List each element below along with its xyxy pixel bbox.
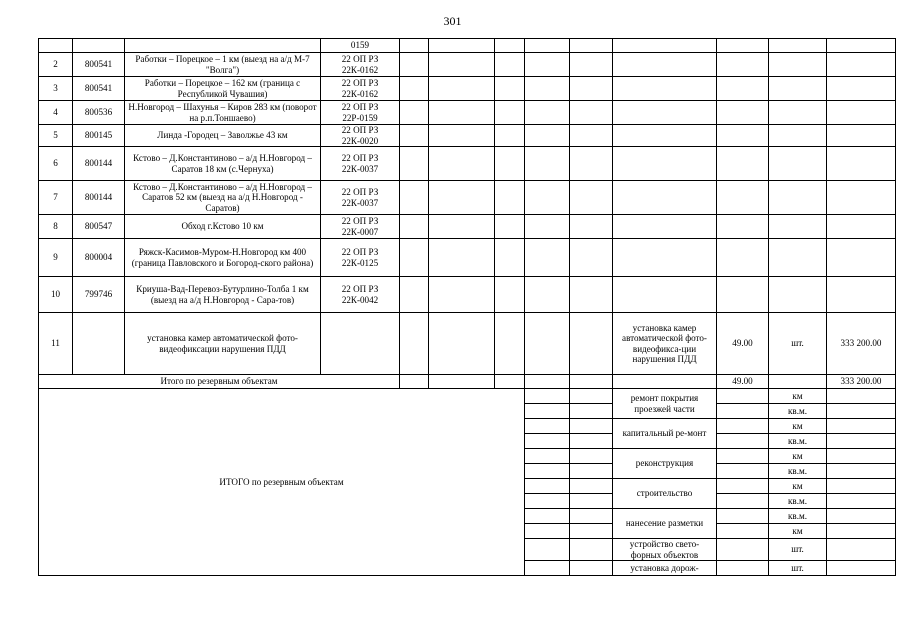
empty-cell	[570, 389, 613, 404]
work-type-cell: нанесение разметки	[613, 509, 717, 539]
empty-cell	[827, 39, 896, 53]
road-code-cell: 22 ОП РЗ 22К-0042	[321, 277, 400, 313]
empty-cell	[717, 479, 769, 494]
empty-cell	[525, 53, 570, 77]
empty-cell	[570, 101, 613, 125]
work-type-cell: установка дорож-	[613, 561, 717, 576]
empty-cell	[525, 239, 570, 277]
empty-cell	[570, 419, 613, 434]
work-type-cell: реконструкция	[613, 449, 717, 479]
empty-cell	[400, 313, 429, 375]
unit-cell: км	[769, 524, 827, 539]
unit-cell: кв.м.	[769, 509, 827, 524]
empty-cell	[495, 125, 525, 147]
empty-cell	[525, 277, 570, 313]
empty-cell	[400, 77, 429, 101]
empty-cell	[570, 524, 613, 539]
empty-cell	[400, 147, 429, 181]
empty-cell	[429, 77, 495, 101]
empty-cell	[717, 39, 769, 53]
row-number-cell: 7	[39, 181, 73, 215]
empty-cell	[769, 125, 827, 147]
empty-cell	[769, 215, 827, 239]
empty-cell	[495, 375, 525, 389]
empty-cell	[827, 389, 896, 404]
empty-cell	[769, 53, 827, 77]
empty-cell	[717, 419, 769, 434]
empty-cell	[769, 277, 827, 313]
work-type-cell: строительство	[613, 479, 717, 509]
empty-cell	[717, 239, 769, 277]
empty-cell	[495, 101, 525, 125]
empty-cell	[769, 239, 827, 277]
empty-cell	[429, 39, 495, 53]
empty-cell	[769, 77, 827, 101]
empty-cell	[400, 181, 429, 215]
empty-cell	[717, 404, 769, 419]
unit-cell: шт.	[769, 313, 827, 375]
empty-cell	[400, 101, 429, 125]
empty-cell	[827, 494, 896, 509]
empty-cell	[495, 277, 525, 313]
empty-cell	[827, 147, 896, 181]
empty-cell	[525, 494, 570, 509]
empty-cell	[525, 539, 570, 561]
road-code-cell: 22 ОП РЗ 22К-0007	[321, 215, 400, 239]
empty-cell	[827, 53, 896, 77]
empty-cell	[429, 375, 495, 389]
empty-cell	[525, 524, 570, 539]
empty-cell	[73, 313, 125, 375]
empty-cell	[717, 449, 769, 464]
empty-cell	[769, 39, 827, 53]
empty-cell	[570, 494, 613, 509]
empty-cell	[400, 53, 429, 77]
work-type-cell: капитальный ре-монт	[613, 419, 717, 449]
empty-cell	[717, 389, 769, 404]
empty-cell	[495, 215, 525, 239]
empty-cell	[827, 101, 896, 125]
empty-cell	[827, 524, 896, 539]
object-id-cell: 800144	[73, 147, 125, 181]
empty-cell	[827, 539, 896, 561]
empty-cell	[570, 77, 613, 101]
object-id-cell: 800004	[73, 239, 125, 277]
object-row	[39, 215, 896, 239]
reserve-total-qty: 49.00	[717, 375, 769, 389]
empty-cell	[570, 464, 613, 479]
empty-cell	[827, 277, 896, 313]
empty-cell	[613, 77, 717, 101]
unit-cell: кв.м.	[769, 404, 827, 419]
empty-cell	[400, 215, 429, 239]
unit-cell: кв.м.	[769, 434, 827, 449]
empty-cell	[73, 39, 125, 53]
empty-cell	[400, 239, 429, 277]
object-row	[39, 147, 896, 181]
empty-cell	[717, 215, 769, 239]
road-code-cell: 22 ОП РЗ 22К-0020	[321, 125, 400, 147]
empty-cell	[125, 39, 321, 53]
empty-cell	[525, 77, 570, 101]
empty-cell	[570, 539, 613, 561]
road-code-cell: 22 ОП РЗ 22К-0162	[321, 53, 400, 77]
empty-cell	[525, 375, 570, 389]
empty-cell	[400, 375, 429, 389]
row-number-cell: 8	[39, 215, 73, 239]
empty-cell	[570, 215, 613, 239]
page-number: 301	[443, 14, 462, 28]
row-number-cell: 9	[39, 239, 73, 277]
empty-cell	[827, 449, 896, 464]
grand-total-row	[39, 389, 896, 404]
road-code-cell: 22 ОП РЗ 22Р-0159	[321, 101, 400, 125]
empty-cell	[321, 313, 400, 375]
empty-cell	[495, 181, 525, 215]
road-name-cell: Н.Новгород – Шахунья – Киров 283 км (поворот на р.п.Тоншаево)	[125, 101, 321, 125]
object-row	[39, 53, 896, 77]
empty-cell	[827, 561, 896, 576]
grand-total-label: ИТОГО по резервным объектам	[39, 389, 525, 576]
empty-cell	[570, 181, 613, 215]
unit-cell: кв.м.	[769, 464, 827, 479]
empty-cell	[429, 215, 495, 239]
empty-cell	[769, 375, 827, 389]
empty-cell	[717, 101, 769, 125]
empty-cell	[570, 479, 613, 494]
road-name-cell: Линда -Городец – Заволжье 43 км	[125, 125, 321, 147]
empty-cell	[570, 404, 613, 419]
empty-cell	[827, 77, 896, 101]
road-code-cell: 22 ОП РЗ 22К-0037	[321, 147, 400, 181]
empty-cell	[525, 561, 570, 576]
unit-cell: шт.	[769, 539, 827, 561]
empty-cell	[827, 464, 896, 479]
empty-cell	[525, 509, 570, 524]
empty-cell	[717, 434, 769, 449]
table-row	[39, 39, 896, 53]
empty-cell	[717, 509, 769, 524]
empty-cell	[525, 39, 570, 53]
empty-cell	[570, 434, 613, 449]
object-row	[39, 239, 896, 277]
empty-cell	[827, 125, 896, 147]
road-code-cell: 22 ОП РЗ 22К-0125	[321, 239, 400, 277]
empty-cell	[613, 147, 717, 181]
road-name-cell: Криуша-Вад-Перевоз-Бутурлино-Толба 1 км (выезд на а/д Н.Новгород - Сара-тов)	[125, 277, 321, 313]
empty-cell	[525, 101, 570, 125]
empty-cell	[429, 277, 495, 313]
empty-cell	[495, 53, 525, 77]
road-name-cell: Кстово – Д.Константиново – а/д Н.Новгород – Саратов 18 км (с.Чернуха)	[125, 147, 321, 181]
empty-cell	[717, 524, 769, 539]
empty-cell	[717, 277, 769, 313]
empty-cell	[525, 181, 570, 215]
object-row	[39, 77, 896, 101]
road-name-cell: Работки – Порецкое – 162 км (граница с Республикой Чувашия)	[125, 77, 321, 101]
empty-cell	[525, 125, 570, 147]
object-id-cell: 799746	[73, 277, 125, 313]
empty-cell	[769, 101, 827, 125]
unit-cell: км	[769, 419, 827, 434]
empty-cell	[570, 147, 613, 181]
empty-cell	[827, 181, 896, 215]
road-name-cell: Кстово – Д.Константиново – а/д Н.Новгород – Саратов 52 км (выезд на а/д Н.Новгород - Саратов)	[125, 181, 321, 215]
empty-cell	[525, 464, 570, 479]
empty-cell	[525, 389, 570, 404]
empty-cell	[525, 147, 570, 181]
unit-cell: км	[769, 389, 827, 404]
empty-cell	[827, 434, 896, 449]
object-row	[39, 313, 896, 375]
empty-cell	[827, 509, 896, 524]
empty-cell	[495, 39, 525, 53]
work-type-cell: ремонт покрытия проезжей части	[613, 389, 717, 419]
empty-cell	[400, 125, 429, 147]
empty-cell	[717, 53, 769, 77]
empty-cell	[613, 239, 717, 277]
cost-cell: 333 200.00	[827, 313, 896, 375]
quantity-cell: 49.00	[717, 313, 769, 375]
object-id-cell: 800144	[73, 181, 125, 215]
empty-cell	[570, 125, 613, 147]
object-row	[39, 277, 896, 313]
road-name-cell: Работки – Порецкое – 1 км (выезд на а/д М-7 "Волга")	[125, 53, 321, 77]
row-number-cell: 11	[39, 313, 73, 375]
empty-cell	[827, 215, 896, 239]
unit-cell: км	[769, 479, 827, 494]
empty-cell	[525, 215, 570, 239]
empty-cell	[429, 181, 495, 215]
empty-cell	[525, 419, 570, 434]
row-number-cell: 4	[39, 101, 73, 125]
object-name-cell: установка камер автоматической фото-видеофиксации нарушения ПДД	[125, 313, 321, 375]
row-number-cell: 2	[39, 53, 73, 77]
row-number-cell: 10	[39, 277, 73, 313]
reserve-objects-table	[38, 38, 896, 576]
work-type-cell: устройство свето-форных объектов	[613, 539, 717, 561]
object-id-cell: 800536	[73, 101, 125, 125]
empty-cell	[570, 277, 613, 313]
object-id-cell: 800547	[73, 215, 125, 239]
empty-cell	[429, 147, 495, 181]
empty-cell	[613, 277, 717, 313]
empty-cell	[717, 147, 769, 181]
empty-cell	[429, 53, 495, 77]
empty-cell	[613, 53, 717, 77]
empty-cell	[717, 539, 769, 561]
empty-cell	[429, 313, 495, 375]
empty-cell	[717, 464, 769, 479]
empty-cell	[525, 479, 570, 494]
empty-cell	[525, 313, 570, 375]
object-id-cell: 800541	[73, 53, 125, 77]
unit-cell: шт.	[769, 561, 827, 576]
empty-cell	[495, 77, 525, 101]
empty-cell	[570, 39, 613, 53]
road-code-cell: 22 ОП РЗ 22К-0162	[321, 77, 400, 101]
road-name-cell: Обход г.Кстово 10 км	[125, 215, 321, 239]
empty-cell	[769, 181, 827, 215]
empty-cell	[570, 449, 613, 464]
road-code-cell: 22 ОП РЗ 22К-0037	[321, 181, 400, 215]
empty-cell	[717, 125, 769, 147]
empty-cell	[495, 313, 525, 375]
reserve-total-row	[39, 375, 896, 389]
empty-cell	[570, 561, 613, 576]
empty-cell	[769, 147, 827, 181]
object-row	[39, 181, 896, 215]
empty-cell	[613, 39, 717, 53]
work-type-cell: установка камер автоматической фото- видеофикса-ции нарушения ПДД	[613, 313, 717, 375]
empty-cell	[570, 53, 613, 77]
object-id-cell: 800541	[73, 77, 125, 101]
empty-cell	[525, 434, 570, 449]
empty-cell	[570, 313, 613, 375]
empty-cell	[429, 101, 495, 125]
empty-cell	[717, 77, 769, 101]
empty-cell	[39, 39, 73, 53]
empty-cell	[525, 404, 570, 419]
reserve-total-label: Итого по резервным объектам	[39, 375, 400, 389]
row-number-cell: 5	[39, 125, 73, 147]
empty-cell	[570, 375, 613, 389]
empty-cell	[429, 125, 495, 147]
reserve-total-cost: 333 200.00	[827, 375, 896, 389]
empty-cell	[613, 215, 717, 239]
empty-cell	[613, 125, 717, 147]
empty-cell	[613, 375, 717, 389]
empty-cell	[827, 404, 896, 419]
row-number-cell: 6	[39, 147, 73, 181]
empty-cell	[717, 561, 769, 576]
empty-cell	[717, 181, 769, 215]
row-number-cell: 3	[39, 77, 73, 101]
empty-cell	[613, 101, 717, 125]
empty-cell	[613, 181, 717, 215]
object-row	[39, 101, 896, 125]
empty-cell	[429, 239, 495, 277]
empty-cell	[717, 494, 769, 509]
empty-cell	[400, 277, 429, 313]
empty-cell	[495, 239, 525, 277]
road-code-cell: 0159	[321, 39, 400, 53]
object-id-cell: 800145	[73, 125, 125, 147]
empty-cell	[827, 479, 896, 494]
empty-cell	[570, 239, 613, 277]
empty-cell	[525, 449, 570, 464]
road-name-cell: Ряжск-Касимов-Муром-Н.Новгород км 400 (граница Павловского и Богород-ского района)	[125, 239, 321, 277]
empty-cell	[570, 509, 613, 524]
unit-cell: км	[769, 449, 827, 464]
empty-cell	[827, 419, 896, 434]
empty-cell	[400, 39, 429, 53]
empty-cell	[495, 147, 525, 181]
empty-cell	[827, 239, 896, 277]
unit-cell: кв.м.	[769, 494, 827, 509]
object-row	[39, 125, 896, 147]
